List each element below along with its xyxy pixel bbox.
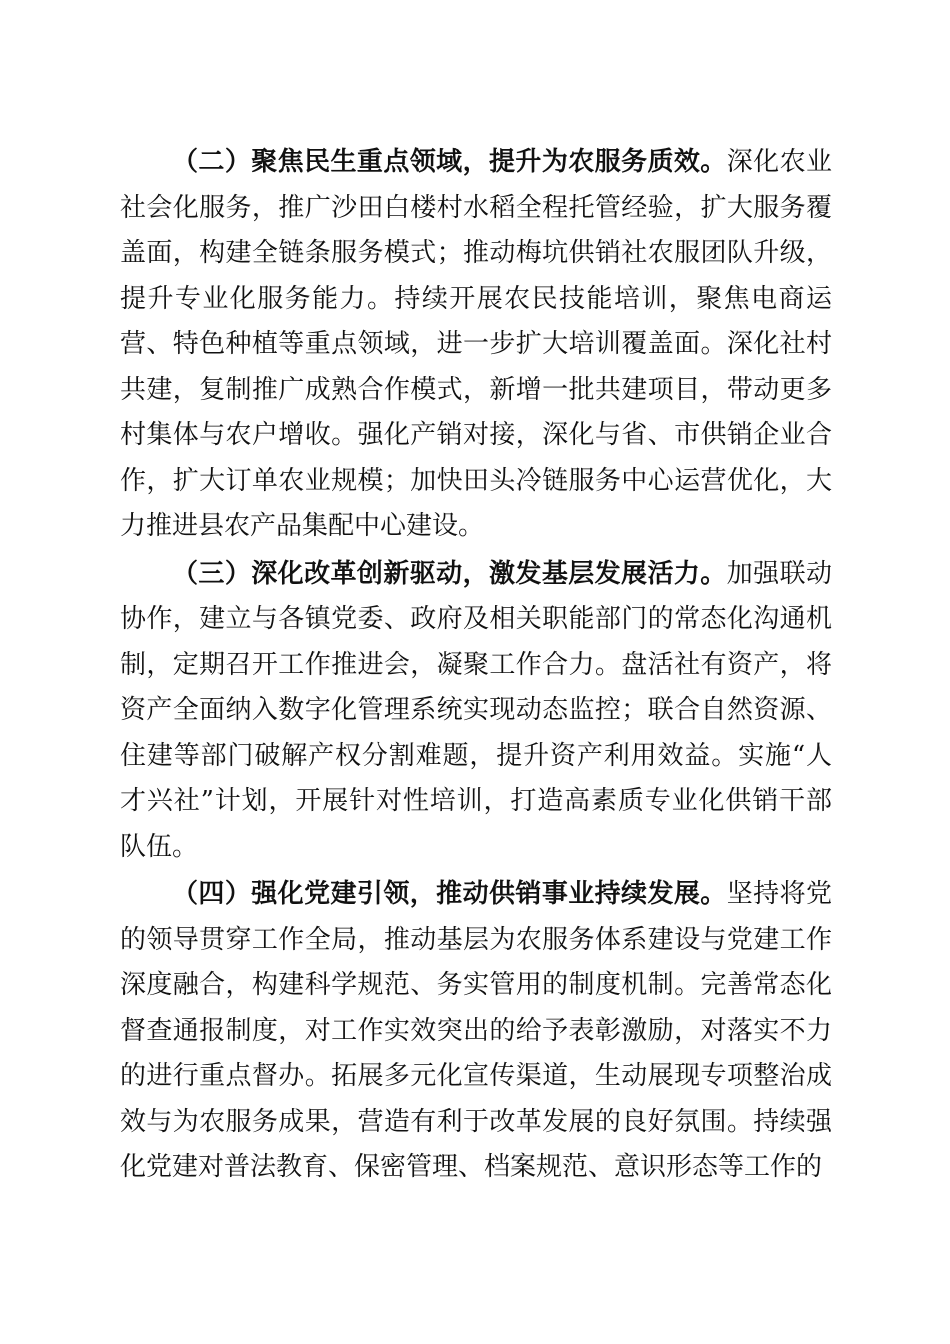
section-2-heading: （二）聚焦民生重点领域，提升为农服务质效。 xyxy=(172,147,727,177)
document-body xyxy=(120,140,832,1191)
section-3-body: 加强联动协作，建立与各镇党委、政府及相关职能部门的常态化沟通机制，定期召开工作推进会，凝聚工作合力。盘活社有资产，将资产全面纳入数字化管理系统实现动态监控；联合自然资源、住建等部门破解产权分割难题，提升资产利用效益。实施“人才兴社”计划，开展针对性培训，打造高素质专业化供销干部队伍。 xyxy=(120,558,832,862)
paragraph-section-3 xyxy=(120,552,832,871)
section-4-heading: （四）强化党建引领，推动供销事业持续发展。 xyxy=(172,879,727,909)
section-4-body: 坚持将党的领导贯穿工作全局，推动基层为农服务体系建设与党建工作深度融合，构建科学规范、务实管用的制度机制。完善常态化督查通报制度，对工作实效突出的给予表彰激励，对落实不力的进行重点督办。拓展多元化宣传渠道，生动展现专项整治成效与为农服务成果，营造有利于改革发展的良好氛围。持续强化党建对普法教育、保密管理、档案规范、意识形态等工作的 xyxy=(120,879,832,1182)
paragraph-section-4 xyxy=(120,872,832,1191)
section-3-heading: （三）深化改革创新驱动，激发基层发展活力。 xyxy=(172,558,727,589)
section-2-body: 深化农业社会化服务，推广沙田白楼村水稻全程托管经验，扩大服务覆盖面，构建全链条服务模式；推动梅坑供销社农服团队升级，提升专业化服务能力。持续开展农民技能培训，聚焦电商运营、特色种植等重点领域，进一步扩大培训覆盖面。深化社村共建，复制推广成熟合作模式，新增一批共建项目，带动更多村集体与农户增收。强化产销对接，深化与省、市供销企业合作，扩大订单农业规模；加快田头冷链服务中心运营优化，大力推进县农产品集配中心建设。 xyxy=(120,147,832,541)
paragraph-section-2 xyxy=(120,140,832,550)
